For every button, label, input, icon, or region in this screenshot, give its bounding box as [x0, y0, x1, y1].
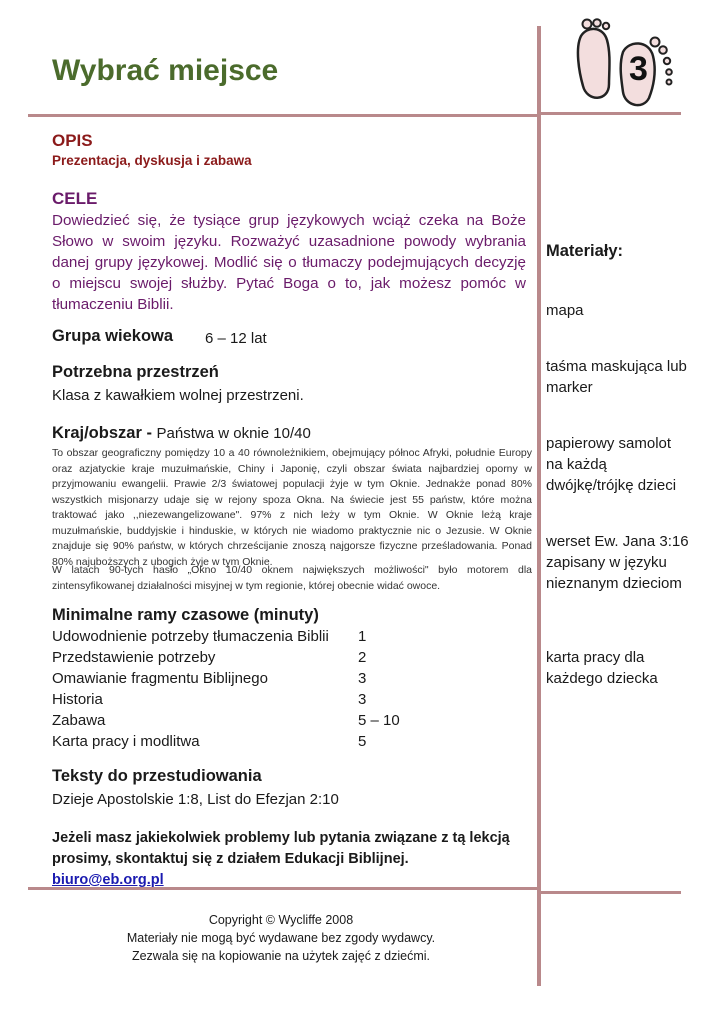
materials-item [546, 356, 687, 398]
lesson-number: 3 [629, 50, 648, 88]
materials-line: dwójkę/trójkę dzieci [546, 477, 677, 494]
timeframe-value: 5 [358, 733, 367, 750]
footprint-icon [569, 18, 675, 112]
materials-line: każdego dziecka [546, 670, 658, 687]
page-title: Wybrać miejsce [52, 54, 279, 87]
materials-line: nieznanym dzieciom [546, 575, 682, 592]
materials-line: papierowy samolot [546, 435, 672, 452]
timeframe-value: 1 [358, 628, 367, 645]
timeframe-heading: Minimalne ramy czasowe (minuty) [52, 606, 319, 624]
contact-line-1: Jeżeli masz jakiekolwiek problemy lub pytania związane z tą lekcją [52, 830, 510, 846]
footer-divider-right [541, 891, 681, 894]
materials-line: marker [546, 379, 593, 396]
materials-line: mapa [546, 302, 584, 319]
contact-email-link[interactable]: biuro@eb.org.pl [52, 872, 164, 888]
materials-item [546, 300, 584, 321]
footer-notice: Materiały nie mogą być wydawane bez zgody wydawcy. [126, 931, 436, 945]
cele-heading: CELE [52, 189, 98, 208]
materials-line: karta pracy dla [546, 649, 645, 666]
region-paragraph-1: To obszar geograficzny pomiędzy 10 a 40 równoleżnikiem, obejmujący północ Afryki, południe Europy oraz azjatyckie kraje muzułmańskie, Chiny i Japonię, czyli obszar świata najbardziej oporny w przyjmowaniu ewangelii. Prawie 2/3 światowej populacji żyje w tym Oknie. Jednakże ponad 80% wszystkich misjonarzy udaje się w rejony spoza Okna. Na świecie jest 55 państw, które można traktować jako ,,niezewangelizowane". 97% z nich leży w tym Oknie. W Oknie leżą kraje muzułmańskie, buddyjskie i hinduskie, w których nie wiadomo praktycznie nic o Jezusie. W Oknie znajduje się 90% państw, w których chrześcijanie znoszą najgorsze fizyczne prześladowania. Ponad 80% najuboższych z ubogich żyje w tym Oknie. [52, 447, 532, 568]
materials-line: zapisany w języku [546, 554, 667, 571]
timeframe-value: 2 [358, 649, 367, 666]
materials-item [546, 433, 676, 496]
age-group-value: 6 – 12 lat [205, 330, 267, 347]
timeframe-label: Karta pracy i modlitwa [52, 733, 200, 750]
study-texts-heading: Teksty do przestudiowania [52, 767, 262, 785]
opis-subtitle: Prezentacja, dyskusja i zabawa [52, 153, 252, 168]
contact-block [52, 828, 510, 891]
materials-item [546, 647, 658, 689]
materials-heading: Materiały: [546, 242, 624, 260]
contact-line-2: prosimy, skontaktuj się z działem Edukacji Biblijnej. [52, 851, 409, 867]
opis-heading: OPIS [52, 131, 93, 150]
materials-item [546, 531, 689, 594]
materials-line: taśma maskująca lub [546, 358, 687, 375]
materials-line: na każdą [546, 456, 607, 473]
header-divider [28, 114, 540, 117]
timeframe-label: Historia [52, 691, 103, 708]
region-paragraph-2: W latach 90-tych hasło „Okno 10/40 oknem największych możliwości" było motorem dla zintensyfikowanej działalności misyjnej w tym regionie, której obecnie widać owoce. [52, 564, 532, 592]
study-texts: Dzieje Apostolskie 1:8, List do Efezjan 2:10 [52, 791, 339, 808]
timeframe-label: Omawianie fragmentu Biblijnego [52, 670, 268, 687]
region-heading: Kraj/obszar - [52, 424, 157, 442]
timeframe-label: Udowodnienie potrzeby tłumaczenia Biblii [52, 628, 329, 645]
footer-copyright: Copyright © Wycliffe 2008 [208, 913, 354, 927]
space-heading: Potrzebna przestrzeń [52, 363, 219, 381]
region-line [52, 423, 311, 444]
cele-text: Dowiedzieć się, że tysiące grup językowych wciąż czeka na Boże Słowo w swoim języku. Rozważyć uzasadnione powody wybrania danej grupy językowej. Modlić się o tłumaczy podejmujących decyzję o miejscu swojej służby. Pytać Boga o to, jak możesz pomóc w tłumaczeniu Biblii. [52, 212, 526, 313]
space-text: Klasa z kawałkiem wolnej przestrzeni. [52, 387, 304, 404]
footer [52, 911, 510, 965]
timeframe-label: Przedstawienie potrzeby [52, 649, 216, 666]
region-value: Państwa w oknie 10/40 [156, 425, 311, 442]
timeframe-value: 3 [358, 691, 367, 708]
vertical-divider [537, 26, 541, 986]
timeframe-value: 5 – 10 [358, 712, 400, 729]
header-divider-right [541, 112, 681, 115]
materials-line: werset Ew. Jana 3:16 [546, 533, 689, 550]
timeframe-value: 3 [358, 670, 367, 687]
footer-permission: Zezwala się na kopiowanie na użytek zajęć z dziećmi. [131, 949, 431, 963]
timeframe-label: Zabawa [52, 712, 106, 729]
age-group-heading: Grupa wiekowa [52, 327, 174, 345]
